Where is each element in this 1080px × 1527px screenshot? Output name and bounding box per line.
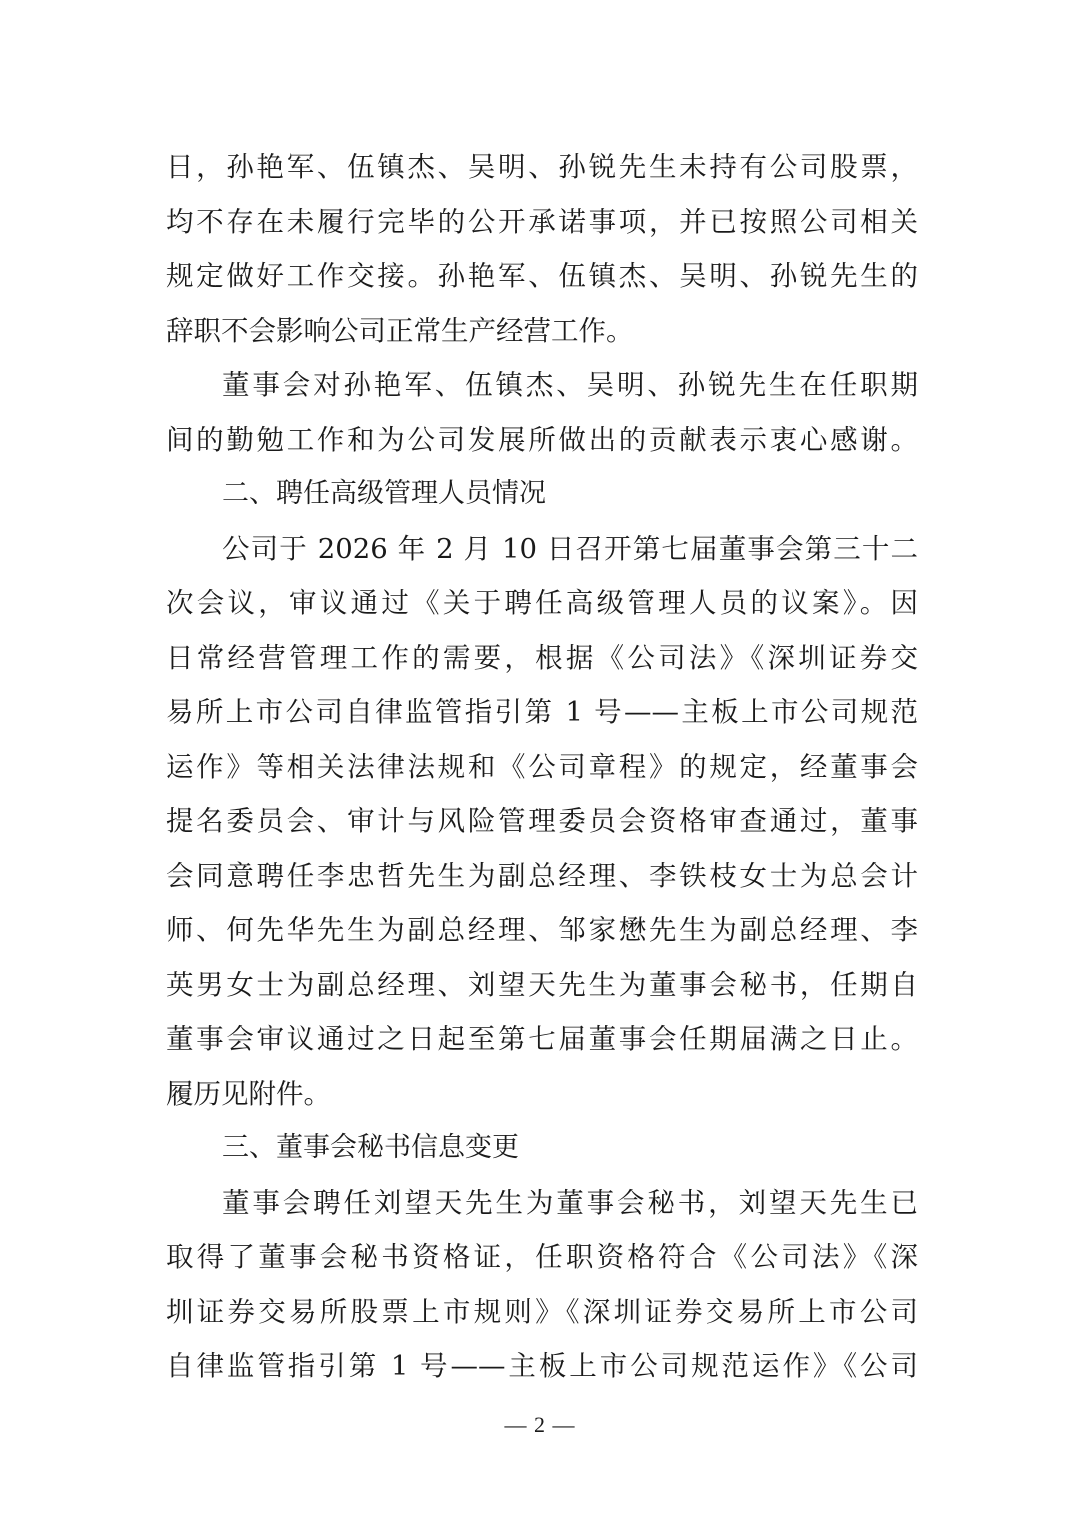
paragraph-line: 运作》等相关法律法规和《公司章程》的规定，经董事会 <box>166 750 918 783</box>
paragraph-line: 取得了董事会秘书资格证，任职资格符合《公司法》《深 <box>166 1241 918 1273</box>
paragraph-line: 日常经营管理工作的需要，根据《公司法》《深圳证券交 <box>166 641 918 674</box>
paragraph-line: 董事会聘任刘望天先生为董事会秘书，刘望天先生已 <box>222 1186 918 1219</box>
paragraph-line: 会同意聘任李忠哲先生为副总经理、李铁枝女士为总会计 <box>166 859 918 892</box>
page-number: — 2 — <box>504 1412 576 1437</box>
paragraph-line: 董事会审议通过之日起至第七届董事会任期届满之日止。 <box>166 1023 918 1055</box>
paragraph-line: 提名委员会、审计与风险管理委员会资格审查通过，董事 <box>166 805 918 837</box>
paragraph-line: 均不存在未履行完毕的公开承诺事项，并已按照公司相关 <box>166 205 918 238</box>
paragraph-line: 圳证券交易所股票上市规则》《深圳证券交易所上市公司 <box>166 1295 918 1328</box>
paragraph-line: 间的勤勉工作和为公司发展所做出的贡献表示衷心感谢。 <box>166 423 918 456</box>
paragraph-line: 规定做好工作交接。孙艳军、伍镇杰、吴明、孙锐先生的 <box>166 260 918 292</box>
paragraph-line: 日，孙艳军、伍镇杰、吴明、孙锐先生未持有公司股票， <box>166 151 918 183</box>
section-heading: 二、聘任高级管理人员情况 <box>222 478 546 509</box>
paragraph-line: 易所上市公司自律监管指引第 1 号——主板上市公司规范 <box>166 696 918 728</box>
paragraph-line: 董事会对孙艳军、伍镇杰、吴明、孙锐先生在任职期 <box>222 369 918 401</box>
body-text <box>166 140 918 1394</box>
paragraph-line: 英男女士为副总经理、刘望天先生为董事会秘书，任期自 <box>166 968 918 1001</box>
section-heading: 三、董事会秘书信息变更 <box>222 1132 519 1163</box>
paragraph-line: 履历见附件。 <box>166 1077 331 1110</box>
paragraph-line: 师、何先华先生为副总经理、邹家懋先生为副总经理、李 <box>166 914 918 946</box>
paragraph-line: 自律监管指引第 1 号——主板上市公司规范运作》《公司 <box>166 1350 918 1382</box>
paragraph-line: 公司于 2026 年 2 月 10 日召开第七届董事会第三十二 <box>222 532 918 565</box>
paragraph-line: 辞职不会影响公司正常生产经营工作。 <box>166 314 634 347</box>
paragraph-line: 次会议，审议通过《关于聘任高级管理人员的议案》。因 <box>166 587 918 619</box>
